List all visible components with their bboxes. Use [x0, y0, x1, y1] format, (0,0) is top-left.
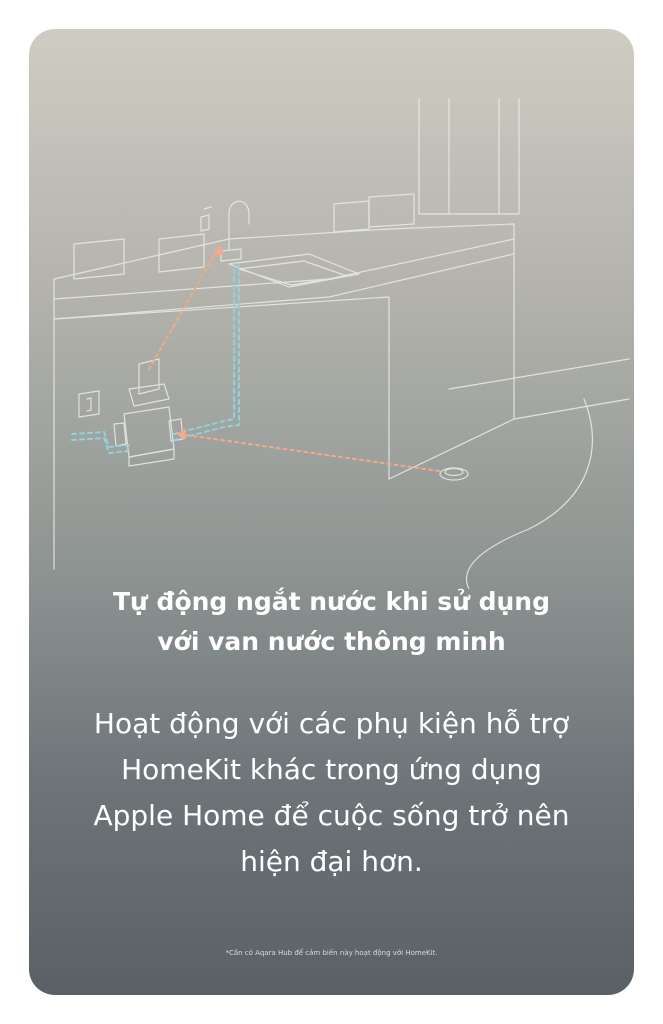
- body-line-3: Apple Home để cuộc sống trở nên: [93, 799, 570, 832]
- body-text: [49, 701, 614, 885]
- feature-card: [29, 29, 634, 995]
- body-line-2: HomeKit khác trong ứng dụng: [121, 753, 542, 786]
- headline-line-2: với van nước thông minh: [157, 627, 506, 656]
- body-line-1: Hoạt động với các phụ kiện hỗ trợ: [93, 707, 570, 740]
- kitchen-illustration: [29, 29, 634, 589]
- headline: [49, 582, 614, 662]
- footnote: *Cần có Aqara Hub để cảm biến này hoạt động với HomeKit.: [225, 949, 438, 957]
- headline-line-1: Tự động ngắt nước khi sử dụng: [113, 587, 550, 616]
- body-line-4: hiện đại hơn.: [240, 845, 423, 878]
